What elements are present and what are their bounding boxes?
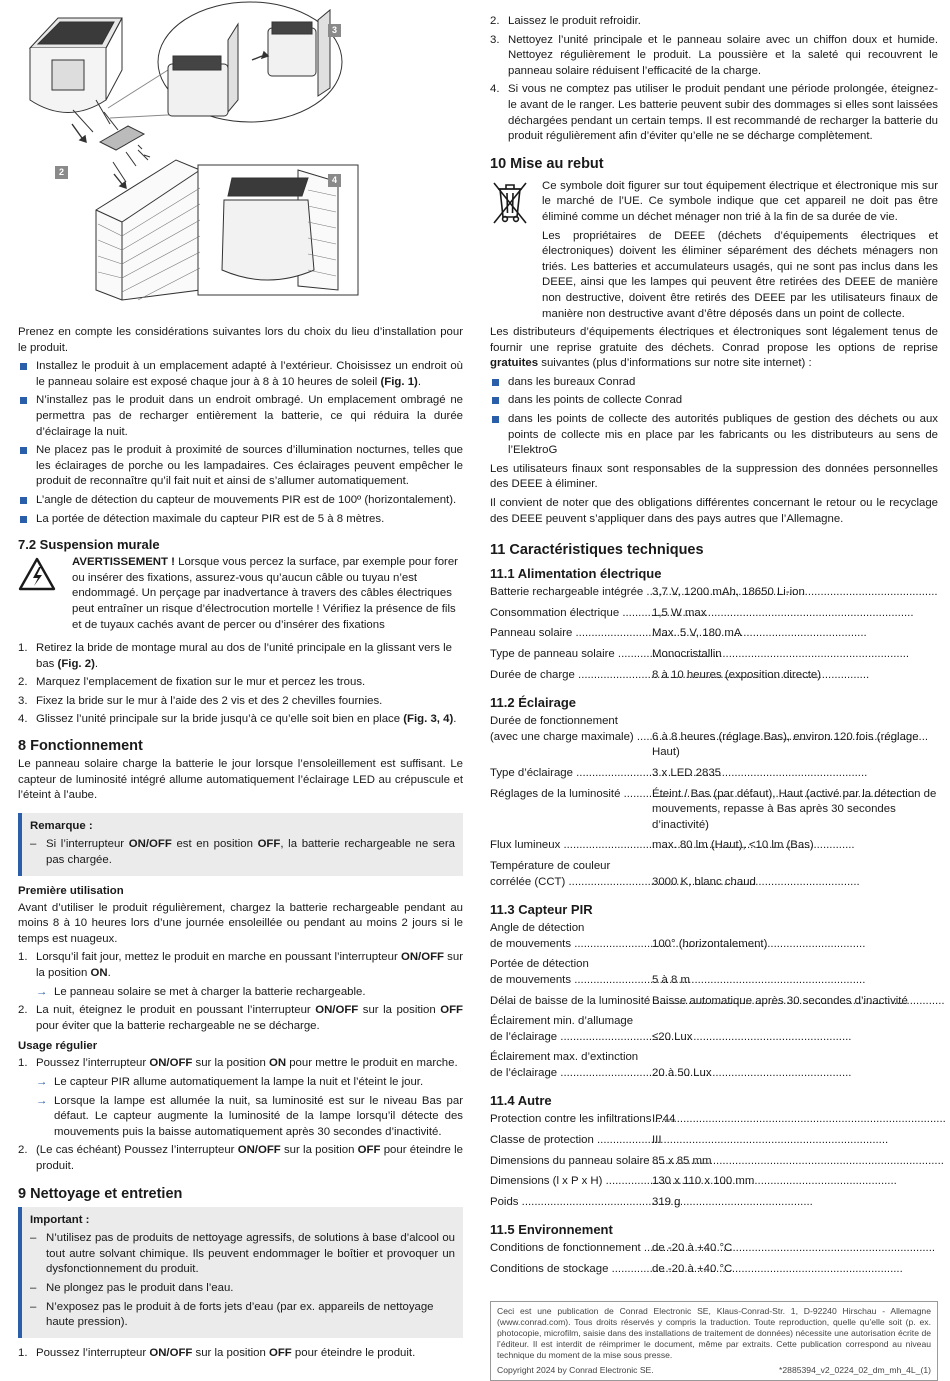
list-item: 1. Retirez la bride de montage mural au dos de l’unité principale en la glissant vers le bas (Fig. 2). (18, 642, 452, 670)
spec-label: Type d’éclairage ..... (490, 766, 652, 782)
spec-label: Classe de protection ..... (490, 1133, 652, 1149)
weee-paragraph-3: Les distributeurs d’équipements électriques et électroniques sont légalement tenus de fournir une reprise gratuite des déchets. Conrad propose les options de reprise gratuites suivantes (plus d’informations sur notre site internet) : (490, 326, 938, 370)
list-item: 3. Nettoyez l’unité principale et le panneau solaire avec un chiffon doux et humide. Nettoyez régulièrement le produit. La poussière et la saleté qui recouvrent le panneau solaire réduisent l’efficacité de la charge. (490, 33, 938, 77)
list-item: 4. Glissez l’unité principale sur la bride jusqu’à ce qu’elle soit bien en place (Fig. 3, 4). (18, 713, 457, 726)
spec-row (490, 859, 938, 890)
list-item: 2. (Le cas échéant) Poussez l’interrupteur ON/OFF sur la position OFF pour éteindre le produit. (18, 1144, 464, 1172)
spec-label: Dimensions du panneau solaire ..... (490, 1154, 652, 1170)
list-item: L’angle de détection du capteur de mouvements PIR est de 100º (horizontalement). (18, 493, 463, 509)
section-10-title: 10 Mise au rebut (490, 155, 604, 172)
footer-doc-code: *2885394_v2_0224_02_dm_mh_4L_(1) (779, 1364, 931, 1375)
list-item: dans les points de collecte des autorités publiques de gestion des déchets ou aux points de collecte mis en place par les fabricants ou les distributeurs au sens de l’ElektroG (490, 412, 938, 459)
cleaning-steps-cont (490, 14, 938, 145)
spec-row (490, 1112, 938, 1128)
spec-group-title: 11.5 Environnement (490, 1222, 613, 1238)
list-item: 2. Laissez le produit refroidir. (490, 15, 641, 27)
spec-label: Batterie rechargeable intégrée ..... (490, 585, 652, 601)
list-item: 3. Fixez la bride sur le mur à l’aide des 2 vis et des 2 chevilles fournies. (18, 694, 383, 707)
spec-label-line: Éclairement min. d’allumage (490, 1015, 634, 1028)
spec-label-line: Durée de fonctionnement (490, 715, 618, 728)
spec-value: 130 x 110 x 100 mm (652, 1175, 755, 1188)
important-box (18, 1207, 463, 1338)
wall-mount-steps (18, 641, 463, 728)
spec-group-title: 11.1 Alimentation électrique (490, 566, 662, 582)
spec-row (490, 1154, 938, 1170)
footer-legal-text: Ceci est une publication de Conrad Electronic SE, Klaus-Conrad-Str. 1, D-92240 Hirschau - Allemagne (www.conrad.com). Tous droits réservés y compris la traduction. Toute reproduction, quelle qu’elle soit (p. ex. photocopie, microfilm, saisie dans des installations de traitement de données) nécessite une autorisation écrite de l’éditeur. Il est interdit de réimprimer le document, même par extraits. Cette publication correspond au niveau technique du moment de la mise sous presse. (497, 1305, 931, 1360)
spec-label: Consommation électrique ..... (490, 606, 652, 622)
figure-badge-3: 3 (328, 24, 341, 37)
footer-copyright: Copyright 2024 by Conrad Electronic SE. (497, 1364, 654, 1375)
spec-label-line: Éclairement max. d’extinction (490, 1051, 639, 1064)
list-item: 2. Marquez l’emplacement de fixation sur le mur et percez les trous. (18, 676, 366, 689)
spec-row (490, 921, 938, 952)
list-item: dans les bureaux Conrad (490, 375, 938, 391)
spec-value: max. 80 lm (Haut), <10 lm (Bas) (652, 839, 814, 852)
spec-value: IP44 (652, 1113, 676, 1126)
section-8-title: 8 Fonctionnement (18, 738, 143, 755)
arrow-right-icon: → (36, 1094, 48, 1107)
result-arrow-item: → Le panneau solaire se met à charger la batterie rechargeable. (18, 985, 463, 1001)
figure-badge-4: 4 (328, 174, 341, 187)
spec-row (490, 766, 938, 782)
weee-paragraph-1: Ce symbole doit figurer sur tout équipement électrique et électronique mis sur le marché de l’UE. Ce symbole indique que cet appareil ne doit pas être éliminé comme un déchet ménager non trié à la fin de sa durée de vie. (542, 179, 938, 223)
section-11-title: 11 Caractéristiques techniques (490, 542, 704, 559)
take-back-list (490, 375, 938, 459)
spec-value: 20 à 50 Lux (652, 1066, 712, 1079)
list-item: 1. Lorsqu’il fait jour, mettez le produit en marche en poussant l’interrupteur ON/OFF sur la position ON. (18, 951, 463, 979)
spec-label: corrélée (CCT) ..... (490, 875, 652, 891)
spec-label: de l’éclairage ..... (490, 1030, 652, 1046)
spec-row (490, 994, 938, 1010)
list-item: La portée de détection maximale du capteur PIR est de 5 à 8 mètres. (18, 512, 463, 528)
spec-label: de mouvements ..... (490, 973, 652, 989)
spec-label: Conditions de fonctionnement ..... (490, 1241, 652, 1257)
spec-value: 1,5 W max (652, 606, 707, 619)
spec-label: (avec une charge maximale) ..... (490, 730, 652, 761)
spec-value: 6 à 8 heures (réglage Bas), environ 120 fois (réglage Haut) (652, 730, 919, 759)
spec-value: 100° (horizontalement) (652, 937, 768, 950)
spec-label: Type de panneau solaire ..... (490, 647, 652, 663)
left-column (18, 0, 463, 1364)
spec-value: Monocristallin (652, 648, 722, 660)
spec-value: 5 à 8 m (652, 973, 690, 986)
section-7-2-title: 7.2 Suspension murale (18, 537, 160, 553)
note-text: – Si l’interrupteur ON/OFF est en position OFF, la batterie rechargeable ne sera pas chargée. (30, 837, 455, 868)
list-item: 1. Poussez l’interrupteur ON/OFF sur la position OFF pour éteindre le produit. (18, 1346, 416, 1359)
weee-paragraph-4: Les utilisateurs finaux sont responsables de la suppression des données personnelles des DEEE à éliminer. (490, 462, 938, 491)
spec-row (490, 838, 938, 854)
spec-label: de l’éclairage ..... (490, 1066, 652, 1082)
spec-value: 3000 K, blanc chaud (652, 875, 756, 888)
spec-label: Dimensions (l x P x H) ..... (490, 1174, 652, 1190)
spec-value: ≤20 Lux (652, 1030, 693, 1043)
right-column (490, 14, 938, 1381)
list-item: dans les points de collecte Conrad (490, 393, 938, 409)
electric-warning-icon (18, 555, 72, 633)
spec-row (490, 626, 938, 642)
arrow-right-icon: → (36, 1075, 48, 1088)
important-title: Important : (30, 1213, 90, 1226)
installation-illustration (18, 0, 463, 310)
first-use-intro: Avant d’utiliser le produit régulièrement, chargez la batterie rechargeable pendant au moins 8 à 10 heures lors d’une journée ensoleillée ou pendant au moins 2 jours si le temps est nuageux. (18, 901, 463, 945)
list-item: – N’utilisez pas de produits de nettoyage agressifs, de solutions à base d’alcool ou tout autre solvant chimique. Ils peuvent endommager le boîtier et provoquer un dysfonctionnement du produit. (30, 1231, 455, 1278)
first-use-title: Première utilisation (18, 884, 124, 897)
spec-value: 85 x 85 mm (652, 1154, 712, 1167)
installation-intro: Prenez en compte les considérations suivantes lors du choix du lieu d’installation pour le produit. (18, 326, 463, 354)
spec-row (490, 1241, 938, 1257)
crossed-bin-icon (490, 179, 542, 322)
spec-label: de mouvements ..... (490, 937, 652, 953)
spec-group-title: 11.2 Éclairage (490, 695, 577, 711)
list-item: Ne placez pas le produit à proximité de sources d’illumination nocturnes, telles que les éclairages de porche ou les lampadaires. Ces éclairages peuvent empêcher le produit de reconnaître qu’il fait nuit et ainsi de s’allumer automatiquement. (18, 443, 463, 490)
list-item: – Ne plongez pas le produit dans l’eau. (30, 1281, 455, 1297)
list-item: 1. Poussez l’interrupteur ON/OFF sur la position ON pour mettre le produit en marche. (18, 1057, 458, 1070)
section-9-title: 9 Nettoyage et entretien (18, 1185, 183, 1202)
note-box (18, 813, 463, 876)
spec-value: Baisse automatique après 30 secondes d’inactivité (652, 994, 908, 1007)
list-item: Installez le produit à un emplacement adapté à l’extérieur. Choisissez un endroit où le panneau solaire est exposé chaque jour à 8 à 10 heures de soleil (Fig. 1). (18, 359, 463, 390)
installation-figures (18, 0, 463, 325)
list-item: 2. La nuit, éteignez le produit en poussant l’interrupteur ON/OFF sur la position OFF pour éviter que la batterie rechargeable ne se décharge. (18, 1004, 463, 1032)
spec-value: de -20 à +40 °C (652, 1263, 733, 1276)
spec-row (490, 1050, 938, 1081)
list-item: 4. Si vous ne comptez pas utiliser le produit pendant une période prolongée, éteignez-le avant de le ranger. Les batterie peuvent subir des dommages si elles sont laissées déchargées pendant un certain temps. Il est recommandé de recharger la batterie du produit régulièrement afin d’éviter qu’elle ne se décharge complètement. (490, 83, 938, 143)
spec-label-line: Température de couleur (490, 859, 611, 872)
spec-row (490, 1133, 938, 1149)
spec-label: Délai de baisse de la luminosité ..... (490, 994, 652, 1010)
spec-value: Éteint / Bas (par défaut), Haut (activé par la détection de mouvements, repasse à Bas après 30 secondes d’inactivité) (652, 787, 937, 831)
spec-label: Poids ..... (490, 1195, 652, 1211)
spec-value: 3 x LED 2835 (652, 766, 722, 779)
spec-row (490, 714, 938, 761)
spec-value: Max. 5 V, 180 mA (652, 627, 742, 640)
first-use-steps-cont (18, 1003, 463, 1034)
spec-value: de -20 à +40 °C (652, 1242, 733, 1255)
spec-label: Réglages de la luminosité ..... (490, 787, 652, 834)
result-arrow-item: → Le capteur PIR allume automatiquement la lampe la nuit et l’éteint le jour. (18, 1075, 463, 1091)
spec-label: Conditions de stockage ..... (490, 1262, 652, 1278)
warning-label: AVERTISSEMENT ! (72, 556, 175, 569)
spec-label-line: Angle de détection (490, 922, 585, 935)
weee-paragraph-5: Il convient de noter que des obligations différentes concernant le retour ou le recyclage des DEEE peuvent s’appliquer dans des pays autres que l’Allemagne. (490, 497, 938, 525)
weee-block (490, 179, 938, 322)
spec-row (490, 606, 938, 622)
figure-badge-2: 2 (55, 166, 68, 179)
spec-groups (490, 565, 938, 1288)
spec-value: 3,7 V, 1200 mAh, 18650 Li-ion (652, 586, 805, 599)
list-item: N’installez pas le produit dans un endroit ombragé. Un emplacement ombragé ne permettra pas de recharger entièrement la batterie, ce qui réduira la durée d’éclairage la nuit. (18, 393, 463, 440)
regular-use-steps-cont (18, 1143, 463, 1174)
warning-text: Lorsque vous percez la surface, par exemple pour forer ou insérer des fixations, assurez-vous qu’aucun câble ou tuyau n’est endommagé. Un perçage par inadvertance à travers des câbles électriques peut entraîner un risque d’électrocution mortelle ! Vérifiez la présence de fils et de tuyaux cachés avant de percer ou d’insérer des fixations (72, 556, 458, 631)
publisher-footer (490, 1301, 938, 1381)
list-item: – N’exposez pas le produit à de forts jets d’eau (par ex. appareils de nettoyage haute pression). (30, 1300, 455, 1331)
spec-row (490, 668, 938, 684)
spec-label: Panneau solaire ..... (490, 626, 652, 642)
spec-row (490, 647, 938, 663)
regular-use-steps (18, 1056, 463, 1072)
first-use-steps (18, 950, 463, 981)
regular-use-title: Usage régulier (18, 1040, 98, 1053)
spec-label: Flux lumineux ..... (490, 838, 652, 854)
installation-list (18, 359, 463, 527)
spec-value: 8 à 10 heures (exposition directe) (652, 668, 822, 681)
spec-row (490, 957, 938, 988)
spec-row (490, 787, 938, 834)
result-arrow-item: → Lorsque la lampe est allumée la nuit, sa luminosité est sur le niveau Bas par défaut. Le capteur augmente la luminosité de la lampe lorsqu’il détecte des mouvements puis la baisse automatiquement après 30 secondes d’inactivité. (36, 1094, 463, 1138)
spec-group-title: 11.4 Autre (490, 1093, 552, 1109)
spec-row (490, 1174, 938, 1190)
spec-row (490, 585, 938, 601)
spec-label: Durée de charge ..... (490, 668, 652, 684)
spec-group-title: 11.3 Capteur PIR (490, 902, 593, 918)
cleaning-steps (18, 1346, 463, 1362)
spec-label: Protection contre les infiltrations ..... (490, 1112, 652, 1128)
warning-block (18, 555, 463, 633)
spec-row (490, 1262, 938, 1278)
spec-label-line: Portée de détection (490, 958, 589, 971)
section-8-intro: Le panneau solaire charge la batterie le jour lorsque l’ensoleillement est suffisant. Le capteur de luminosité intégré allume automatiquement l’éclairage LED au crépuscule et l’éteint à l’aube. (18, 758, 463, 802)
weee-paragraph-2: Les propriétaires de DEEE (déchets d’équipements électriques et électroniques) doivent les éliminer séparément des déchets ménagers non triés. Les batteries et accumulateurs usagés, qui ne sont pas inclus dans les DEEE, ainsi que les lampes qui peuvent être retirées des DEEE de manière non destructive, doivent être retirés des DEEE par les utilisateurs finaux de manière non destructive avant d’être déposés dans un point de collecte. (542, 229, 938, 320)
spec-value: III (652, 1134, 662, 1147)
spec-row (490, 1195, 938, 1211)
spec-row (490, 1014, 938, 1045)
spec-value: 319 g (652, 1195, 681, 1208)
note-title: Remarque : (30, 819, 93, 832)
arrow-right-icon: → (36, 985, 48, 998)
